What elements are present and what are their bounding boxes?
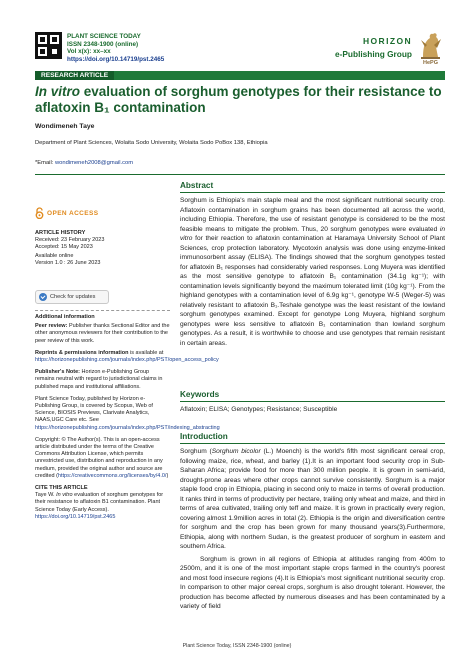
email-address-link[interactable]: wondimeneh2008@gmail.com [54,160,134,166]
abstract-rule [180,192,445,193]
cite-heading: CITE THIS ARTICLE [35,485,88,492]
header-divider [35,174,445,175]
sidebar-divider [35,310,170,311]
copyright-end: ) [166,472,169,479]
publisher-note-text: Horizon e-Publishing Group remains neutral with regard to jurisdictional claims in published maps and institutional affiliations. [35,369,163,390]
version-date: Version 1.0 : 26 June 2023 [35,259,101,266]
reprints-label: Reprints & permissions information [35,349,129,356]
introduction-rule [180,443,445,444]
journal-issn: ISSN 2348-1900 (online) [67,40,139,48]
copyright-text: Copyright: © The Author(s). This is an open-access article distributed under the terms of the Creative Commons Attribution License, which permits unrestricted use, distribution and reproduction in any medium, provided the original author and source are credited ( [35,436,163,479]
keywords-heading: Keywords [180,390,220,399]
author-name: Wondimeneh Taye [35,123,95,130]
title-italic: In vitro [35,84,81,99]
reprints-text: is available at [128,349,164,356]
abstract-body [180,196,445,348]
journal-info [67,33,164,63]
check-updates-icon [39,293,47,301]
qr-code-icon [35,32,62,59]
open-access-label: OPEN ACCESS [47,209,99,217]
license-link[interactable]: https://creativecommons.org/licenses/by/4.0/ [57,472,167,479]
accepted-date: Accepted: 15 May 2023 [35,244,93,251]
abstract-text-a: Sorghum is Ethiopia's main staple meal and the most significant nutritional security crop. Aflatoxin contamination in sorghum grains has been documented all across the world, including Ethiopia. Therefore, the use of resistant genotype is considered to be the most feasible means to mitigate the problem. Thus, 20 sorghum genotypes were evaluated [180,197,445,233]
doi-link[interactable]: https://doi.org/10.14719/pst.2465 [67,55,165,63]
available-label: Available online [35,252,74,259]
peer-review-label: Peer review: [35,323,68,330]
article-type-label: RESEARCH ARTICLE [35,71,114,80]
copyright-note [35,437,170,480]
check-updates-label: Check for updates [50,294,96,300]
indexing-text: Plant Science Today, published by Horizon e-Publishing Group, is covered by Scopus, Web of Science, BIOSIS Previews, Clarivate Analytics, NAAS,UGC Care etc. See [35,395,153,424]
keywords-rule [180,401,445,402]
cite-italic: In vitro [56,492,73,499]
publisher-line-1: HORIZON [363,36,412,46]
intro-p1-a: Sorghum ( [180,448,212,455]
publisher-line-2: e-Publishing Group [335,49,412,59]
title-rest: evaluation of sorghum genotypes for their resistance to aflatoxin B₁ contamination [35,84,442,115]
abstract-text-b: for their reaction to aflatoxin contamination at Haramaya University School of Plant Sciences, crop protection laboratory. Mycotoxin analysis was done using enzyme-linked immunosorbent assay (ELISA). The findings showed that the sorghum genotypes tested for aflatoxin B₁ responses had considerably varied responses. Long Muyera was identified as the most sensitive genotype to aflatoxin B₁ contamination (34.1g kg⁻¹); with contamination levels significantly beyond the maximum tolerated limit (10g kg⁻¹). From the highland genotypes with a contamination level of 6.9g kg⁻¹, genotype W-5 (Weger-5) was relatively resistant to aflatoxin B₁.Teshale genotype was the least resistant of the lowland sorghum genotypes examined. Except for genotype Long Muyera, highland sorghum genotypes were less sensitive to aflatoxin B₁ contamination than lowland sorghum genotypes. As a result, it is worthwhile to choose and use genotypes that remain resistant in certain areas. [180,235,445,347]
publisher-logo-icon [417,31,444,63]
peer-review-note [35,323,170,345]
article-title [35,84,455,116]
cite-doi-link[interactable]: https://doi.org/10.14719/pst.2465 [35,513,116,520]
introduction-heading: Introduction [180,432,228,441]
page-footer: Plant Science Today, ISSN 2348-1900 (online) [182,643,292,649]
keywords-text: Aflatoxin; ELISA; Genotypes; Resistance; Susceptible [180,406,338,413]
publisher-logo-text: HePG [423,60,438,66]
additional-info-heading: Additional information [35,314,95,320]
journal-volume: Vol x(x): xx–xx [67,48,111,56]
abstract-italic: in vitro [180,225,445,242]
intro-p1-italic: Sorghum bicolor [211,448,261,455]
article-history [35,230,170,267]
reprints-link[interactable]: https://horizonepublishing.com/journals/index.php/PST/open_access_policy [35,357,219,364]
received-date: Received: 23 February 2023 [35,237,105,244]
journal-name: PLANT SCIENCE TODAY [67,33,141,40]
reprints-note [35,349,219,364]
check-for-updates-button[interactable] [35,290,109,304]
cite-this-article [35,485,170,521]
corresponding-email [35,160,133,166]
publisher-name [335,36,412,59]
open-access-badge [35,207,98,219]
email-label: *Email: [35,160,55,166]
intro-paragraph-1 [180,447,445,552]
publisher-note [35,369,170,391]
abstract-heading: Abstract [180,181,214,190]
open-lock-icon [35,207,44,219]
introduction-body [180,447,445,612]
intro-p1-b: (L.) Moench) is the world's fifth most significant cereal crop, following maize, rice, wheat, and barley (1).It is an important food security crop in Sub-Saharan Africa; provide food for more than 300 million people. It is grown in semi-arid, drought-prone areas where other crops cannot survive consistently. Sorghum is a major staple food crop in Ethiopia, placing in second only to maize in terms of overall production. It ranks third in terms of productivity per hectare, trailing only wheat and maize, and third in terms of area cultivated, trailing only teff and maize. It is grown in practically every region, covering almost 1.9million acres in total (2). Ethiopia is the origin and diversification centre for sorghum and the crop has been grown for many thousand years(3).Furthermore, Ethiopia, along with northern Sudan, is the greatest producer of sorghum in eastern and southern Africa. [180,448,445,550]
peer-review-text: Publisher thanks Sectional Editor and the other anonymous reviewers for their contribution to the peer review of this work. [35,323,170,344]
history-heading: ARTICLE HISTORY [35,230,86,236]
publisher-note-label: Publisher's Note: [35,369,81,376]
intro-paragraph-2: Sorghum is grown in all regions of Ethiopia at altitudes ranging from 400m to 2500m, and it is one of the most important staple crops farmed in the country's poorest and most food insecure regions (4).It is Ethiopia's most significant nutritional security crop. In comparison to other major cereal crops, sorghum is also drought tolerant. However, the production has become affected by numerous diseases and has been contaminated by a variety of field [180,555,445,610]
cite-text-a: Taye W. [35,492,57,499]
indexing-note [35,395,220,432]
author-affiliation: Department of Plant Sciences, Wolaita Sodo University, Wolaita Sodo PoBox 138, Ethiopia [35,140,268,146]
cite-text-b: evaluation of sorghum genotypes for their resistance to aflatoxin B1 contamination. Plant Science Today (Early Access). [35,492,164,513]
indexing-link[interactable]: https://horizonepublishing.com/journals/index.php/PST/indexing_abstracting [35,424,220,431]
